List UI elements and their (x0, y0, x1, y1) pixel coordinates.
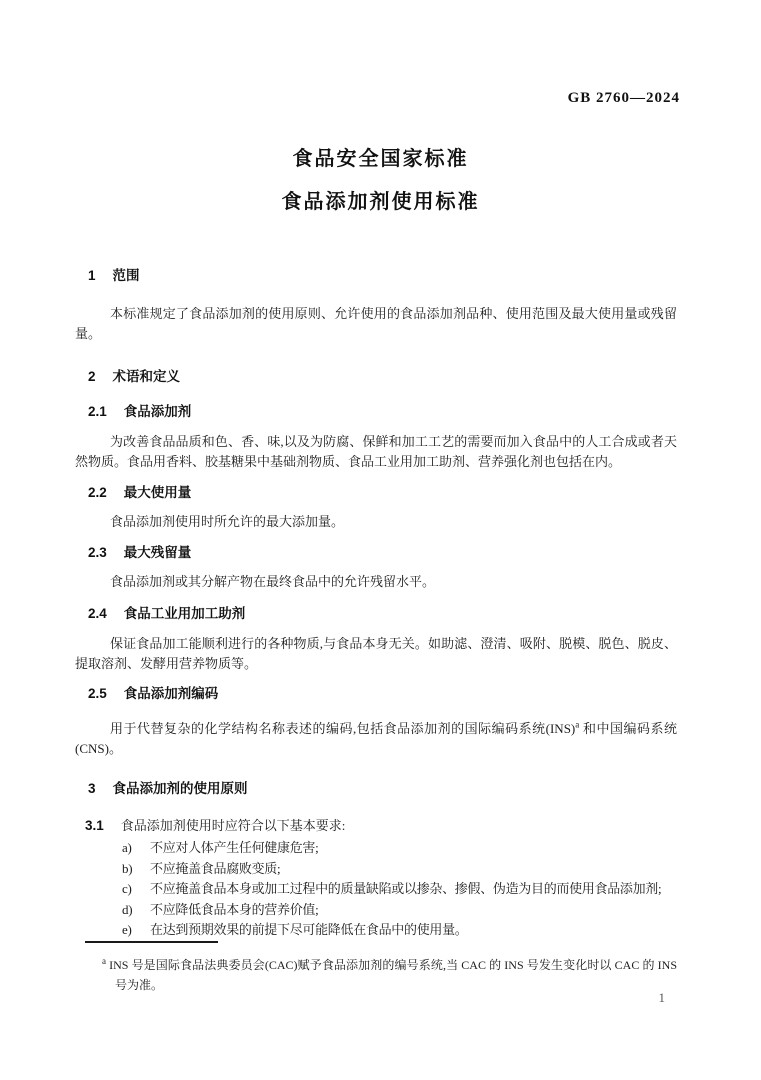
page-number: 1 (658, 990, 665, 1005)
clause-2-1-paragraph: 为改善食品品质和色、香、味,以及为防腐、保鲜和加工工艺的需要而加入食品中的人工合成或者天然物质。食品用香料、胶基糖果中基础剂物质、食品工业用加工助剂、营养强化剂也包括在内。 (75, 434, 677, 469)
clause-2-3-heading (75, 543, 677, 563)
list-item (75, 859, 677, 880)
clause-number: 2.1 (88, 404, 107, 419)
list-item-text: 不应掩盖食品本身或加工过程中的质量缺陷或以掺杂、掺假、伪造为目的而使用食品添加剂; (150, 881, 662, 896)
paragraph-text: 和中国编码系统 (CNS)。 (75, 721, 677, 756)
clause-3-1-line (75, 816, 677, 836)
clause-number: 2.4 (88, 606, 107, 621)
clause-number: 2.3 (88, 545, 107, 560)
clause-number: 3.1 (85, 818, 104, 833)
clause-2-3-paragraph: 食品添加剂或其分解产物在最终食品中的允许残留水平。 (110, 574, 436, 589)
list-item-label: e) (122, 922, 132, 937)
list-item-text: 不应掩盖食品腐败变质; (150, 860, 281, 876)
list-item (75, 879, 677, 900)
clause-number: 3 (88, 781, 96, 796)
clause-2-2-heading (75, 483, 677, 503)
clause-title: 术语和定义 (112, 369, 181, 384)
clause-2-4-heading (75, 604, 677, 624)
list-item (75, 920, 677, 941)
clause-2-2-paragraph: 食品添加剂使用时所允许的最大添加量。 (110, 514, 345, 529)
list-item (75, 900, 677, 921)
clause-number: 2 (88, 369, 96, 384)
clause-title: 食品添加剂的使用原则 (112, 781, 248, 796)
clause-2-5-paragraph (75, 719, 677, 758)
clause-title: 食品添加剂 (123, 404, 192, 419)
clause-title: 食品添加剂编码 (123, 686, 219, 701)
clause-1-heading (75, 266, 677, 286)
clause-1-paragraph: 本标准规定了食品添加剂的使用原则、允许使用的食品添加剂品种、使用范围及最大使用量或残留量。 (75, 306, 677, 341)
list-item-label: a) (122, 840, 132, 855)
list-item-label: c) (122, 881, 132, 896)
clause-number: 1 (88, 268, 96, 283)
footnote-marker: a (102, 956, 106, 966)
list-item-label: d) (122, 901, 133, 917)
clause-2-4-paragraph: 保证食品加工能顺利进行的各种物质,与食品本身无关。如助滤、澄清、吸附、脱模、脱色、脱皮、提取溶剂、发酵用营养物质等。 (75, 636, 677, 671)
paragraph-text: 用于代替复杂的化学结构名称表述的编码,包括食品添加剂的国际编码系统(INS) (110, 721, 576, 736)
footnote (75, 951, 677, 995)
clause-title: 食品工业用加工助剂 (123, 606, 246, 621)
clause-2-heading (75, 367, 677, 387)
list-item (75, 838, 677, 859)
clause-number: 2.2 (88, 485, 107, 500)
document-code: GB 2760—2024 (567, 90, 680, 106)
requirements-list (75, 838, 677, 941)
footnote-text: INS 号是国际食品法典委员会(CAC)赋予食品添加剂的编号系统,当 CAC 的 INS 号发生变化时以 CAC 的 INS 号为准。 (109, 958, 678, 992)
clause-title: 范围 (112, 268, 140, 283)
list-item-text: 在达到预期效果的前提下尽可能降低在食品中的使用量。 (150, 922, 468, 937)
clause-number: 2.5 (88, 686, 107, 701)
clause-title: 最大使用量 (123, 485, 192, 500)
list-item-text: 不应降低食品本身的营养价值; (150, 901, 319, 917)
clause-3-heading (75, 779, 677, 799)
clause-2-5-heading (75, 684, 677, 704)
list-item-label: b) (122, 860, 133, 876)
clause-title: 最大残留量 (123, 545, 192, 560)
document-title-line1: 食品安全国家标准 (292, 148, 469, 170)
document-title-line2: 食品添加剂使用标准 (281, 191, 480, 213)
footnote-reference-marker: a (575, 719, 580, 730)
list-item-text: 不应对人体产生任何健康危害; (150, 840, 319, 855)
clause-text: 食品添加剂使用时应符合以下基本要求: (120, 818, 346, 833)
clause-2-1-heading (75, 402, 677, 422)
footnote-divider (85, 941, 218, 943)
